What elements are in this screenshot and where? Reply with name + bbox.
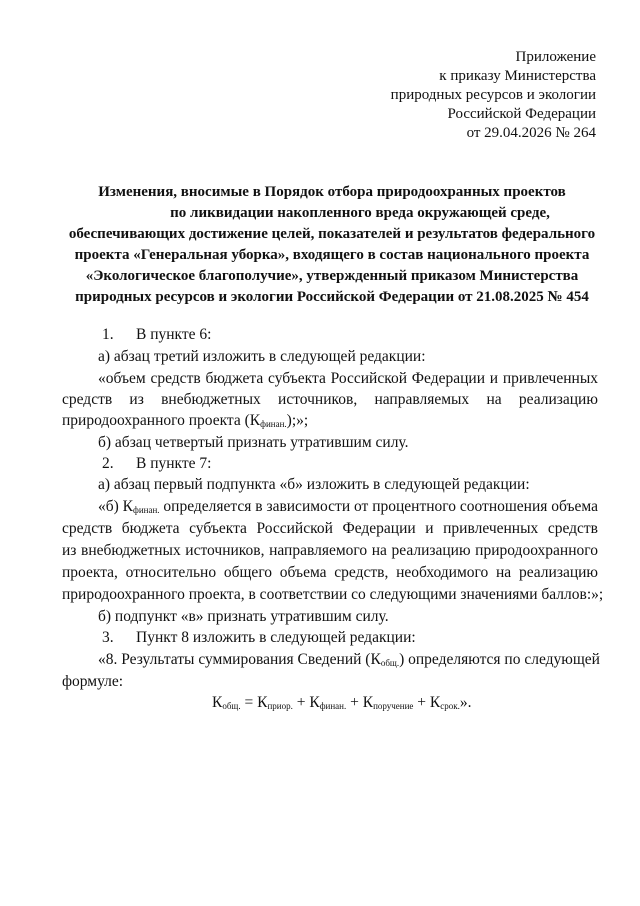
- paragraph: природоохранного проекта, в соответствии со следующими значениями баллов:»;: [62, 586, 604, 603]
- formula-symbol: К: [212, 694, 223, 711]
- word: источников,: [278, 391, 358, 408]
- appendix-line: от 29.04.2026 № 264: [466, 125, 596, 141]
- paragraph: [98, 650, 598, 673]
- subscript: финан.: [133, 505, 160, 515]
- text-fragment: природоохранного проекта (К: [62, 412, 261, 429]
- item-text: В пункте 7:: [136, 455, 212, 472]
- appendix-header: [391, 48, 596, 143]
- appendix-line: Российской Федерации: [447, 106, 596, 122]
- title-line: проекта «Генеральная уборка», входящего в состав национального проекта: [74, 247, 590, 263]
- title-line: природных ресурсов и экологии Российской Федерации от 21.08.2025 № 454: [75, 289, 589, 305]
- item-number: 2.: [102, 455, 114, 472]
- paragraph: [98, 497, 598, 520]
- paragraph: а) абзац третий изложить в следующей редакции:: [98, 348, 426, 365]
- appendix-line: Приложение: [515, 49, 596, 65]
- subscript: срок.: [440, 701, 460, 711]
- operator: +: [292, 694, 310, 711]
- paragraph: «объем средств бюджета субъекта Российской Федерации и привлеченных: [98, 370, 598, 387]
- subscript: финан.: [260, 419, 287, 429]
- item-3-heading: [102, 628, 416, 648]
- item-number: 3.: [102, 629, 114, 646]
- item-text: Пункт 8 изложить в следующей редакции:: [136, 629, 416, 646]
- paragraph: [62, 390, 598, 410]
- text-fragment: ».: [459, 694, 472, 711]
- formula-symbol: К: [429, 694, 441, 711]
- paragraph: средств бюджета субъекта Российской Федерации и привлеченных средств: [62, 520, 598, 537]
- subscript: общ.: [380, 658, 400, 668]
- word: реализацию: [518, 391, 598, 408]
- subscript: приор.: [267, 701, 293, 711]
- word: средств: [62, 391, 113, 408]
- paragraph: [62, 411, 308, 434]
- item-1-heading: [102, 325, 211, 345]
- word: внебюджетных: [161, 391, 261, 408]
- operator: +: [346, 694, 363, 711]
- title-line: по ликвидации накопленного вреда окружающей среде,: [170, 205, 550, 221]
- formula: [212, 694, 472, 712]
- subscript: поручение: [373, 701, 414, 711]
- appendix-line: природных ресурсов и экологии: [390, 87, 596, 103]
- word: на: [486, 391, 502, 408]
- document-title: [62, 182, 602, 308]
- word: направляемых: [374, 391, 470, 408]
- paragraph: проекта, относительно общего объема средств, необходимого на реализацию: [62, 564, 598, 581]
- formula-symbol: К: [362, 694, 374, 711]
- formula-symbol: К: [257, 694, 268, 711]
- title-line: Изменения, вносимые в Порядок отбора природоохранных проектов: [98, 184, 566, 200]
- subscript: финан.: [319, 701, 347, 711]
- paragraph: из внебюджетных источников, направляемого на реализацию природоохранного: [62, 542, 598, 559]
- text-fragment: );»;: [286, 412, 309, 429]
- item-number: 1.: [102, 326, 114, 343]
- paragraph: формуле:: [62, 673, 124, 690]
- appendix-line: к приказу Министерства: [439, 68, 596, 84]
- operator: +: [413, 694, 430, 711]
- paragraph: б) подпункт «в» признать утратившим силу.: [98, 608, 389, 625]
- operator: =: [240, 694, 258, 711]
- title-line: обеспечивающих достижение целей, показателей и результатов федерального: [68, 226, 596, 242]
- text-fragment: «8. Результаты суммирования Сведений (К: [98, 651, 381, 668]
- text-fragment: определяется в зависимости от процентного соотношения объема: [159, 498, 599, 515]
- paragraph: б) абзац четвертый признать утратившим силу.: [98, 434, 409, 451]
- item-2-heading: [102, 454, 211, 474]
- subscript: общ.: [222, 701, 241, 711]
- text-fragment: «б) К: [98, 498, 134, 515]
- text-fragment: ) определяются по следующей: [399, 651, 600, 668]
- title-line: «Экологическое благополучие», утвержденный приказом Министерства: [85, 268, 579, 284]
- word: из: [129, 391, 144, 408]
- formula-symbol: К: [309, 694, 320, 711]
- item-text: В пункте 6:: [136, 326, 212, 343]
- paragraph: а) абзац первый подпункта «б» изложить в следующей редакции:: [98, 476, 530, 493]
